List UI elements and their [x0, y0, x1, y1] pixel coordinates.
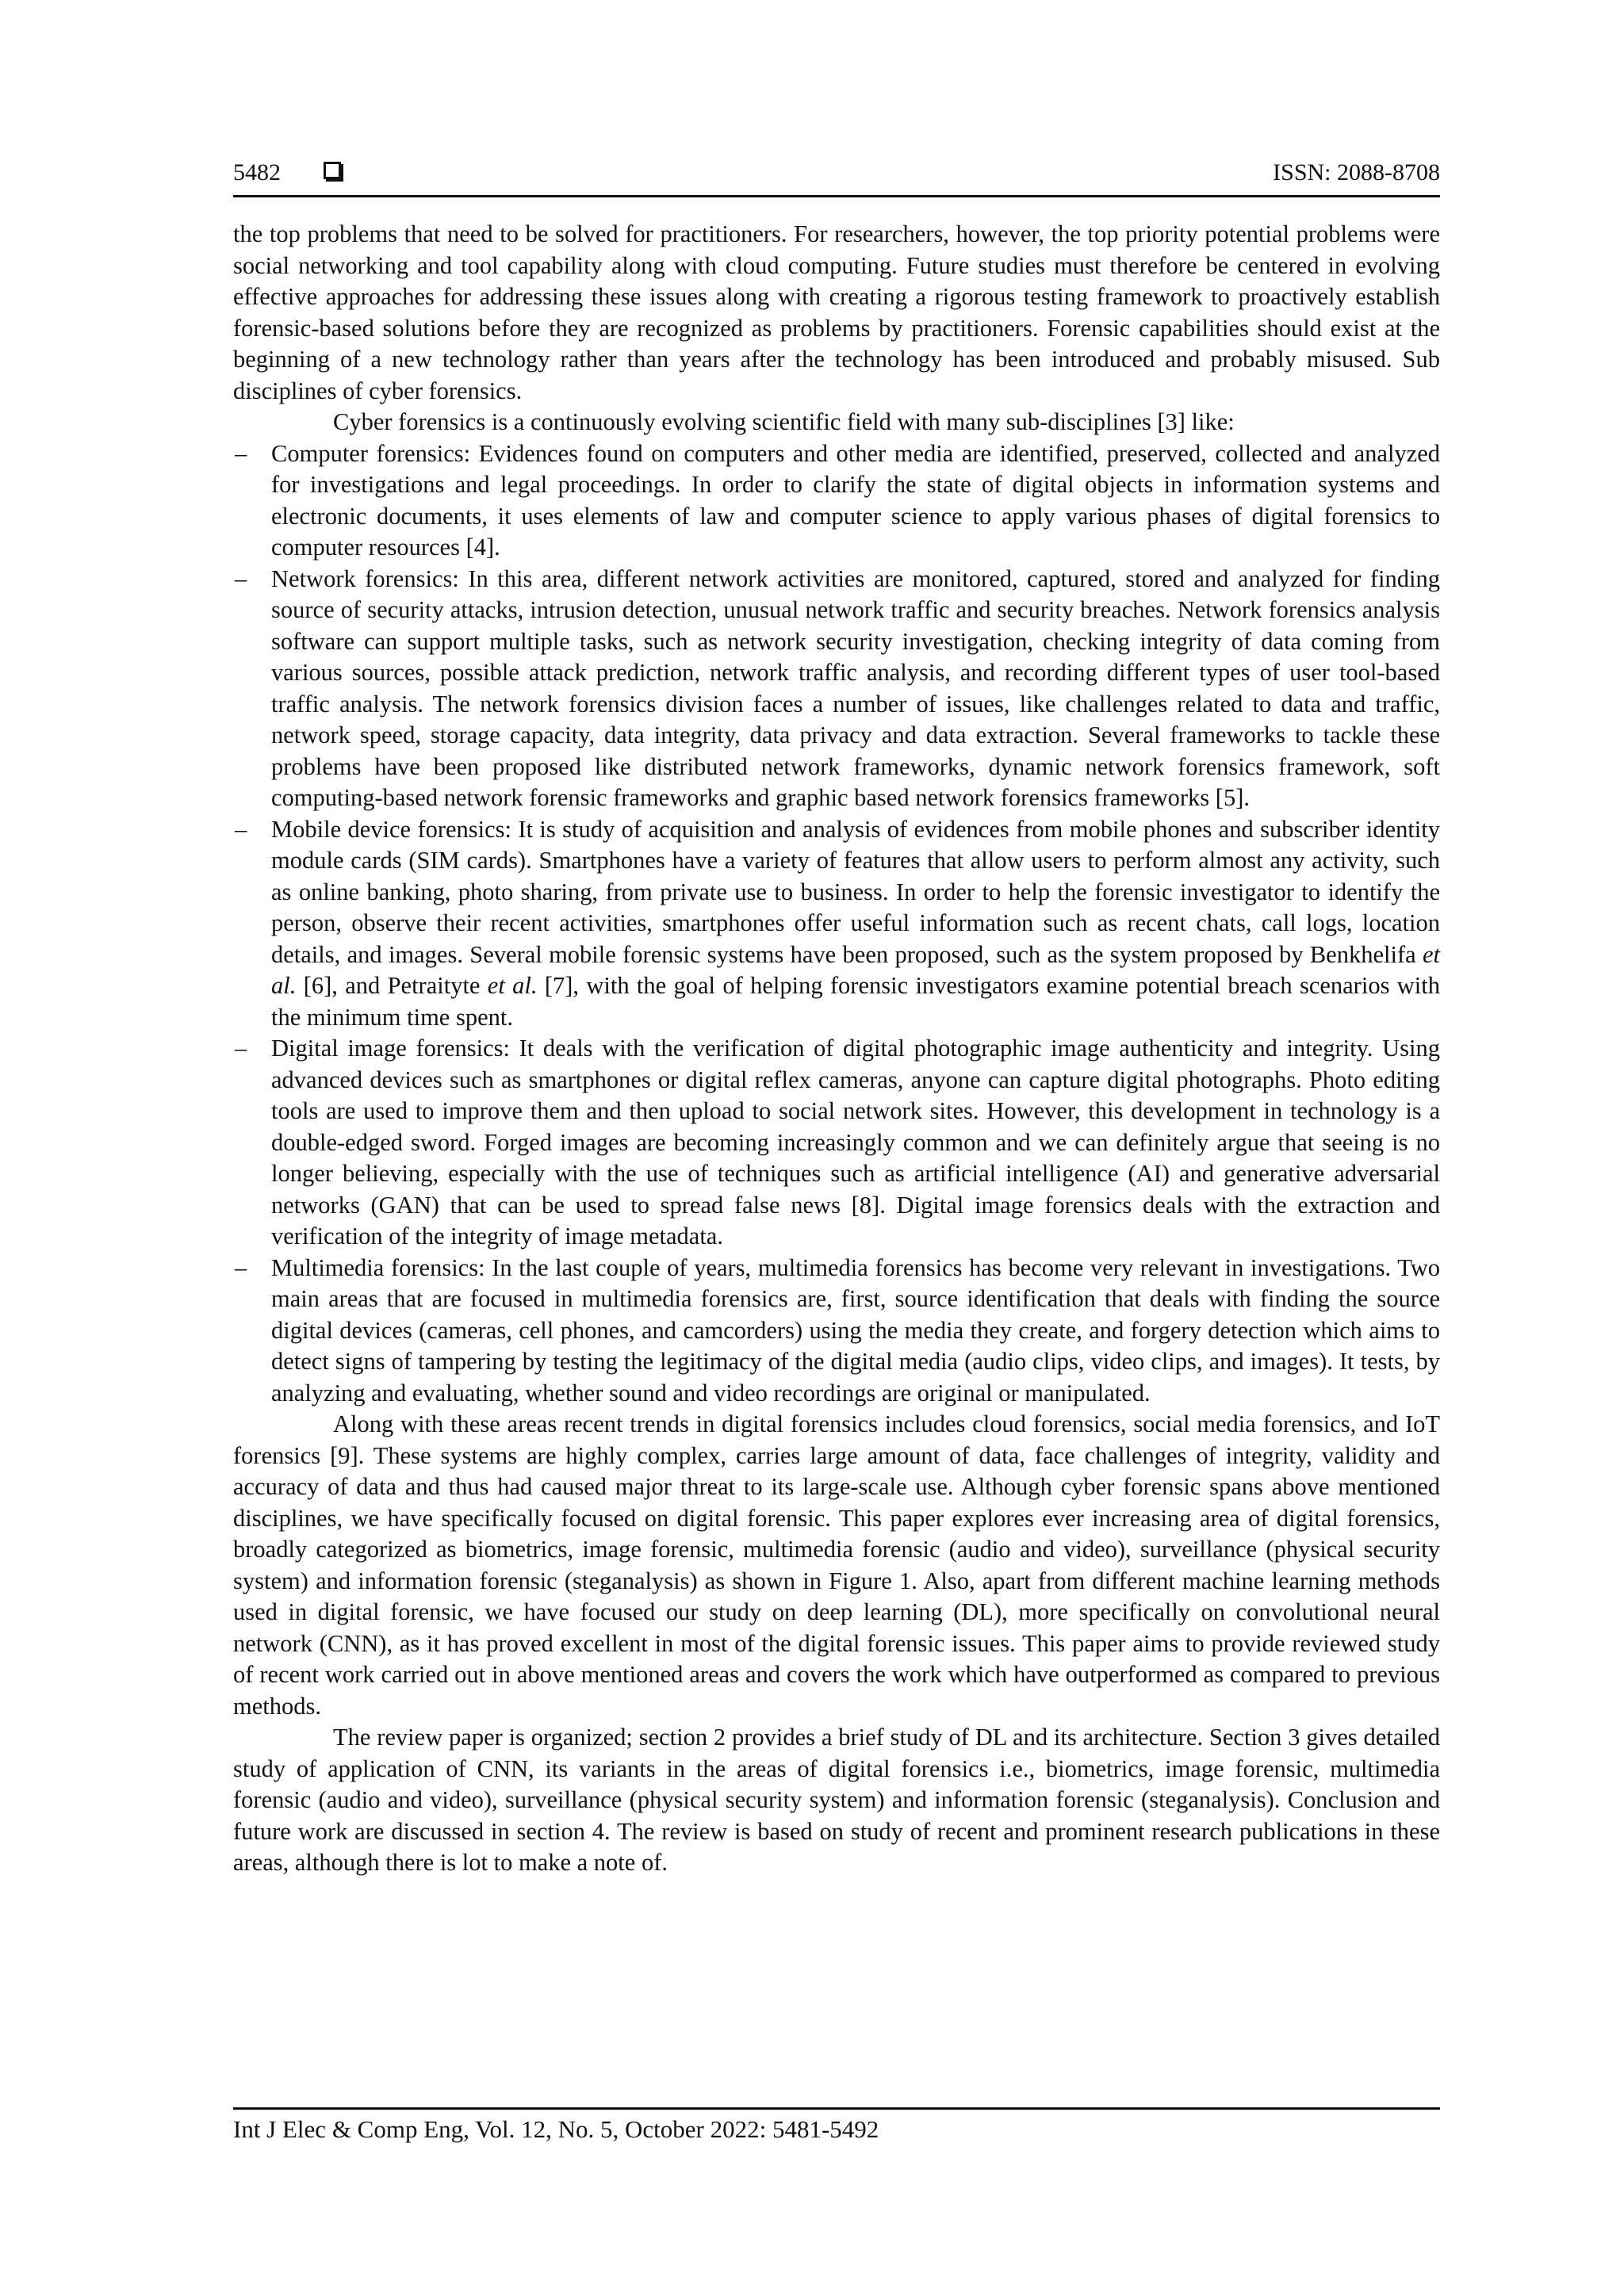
page-footer: Int J Elec & Comp Eng, Vol. 12, No. 5, October 2022: 5481-5492	[233, 2115, 879, 2143]
dash-bullet: –	[235, 1035, 247, 1062]
list-item	[233, 1253, 1440, 1410]
italic-et-al: et al.	[271, 940, 1440, 999]
italic-et-al: et al.	[487, 972, 538, 999]
list-item-text: [6], and Petraityte	[296, 972, 488, 999]
header-rule	[233, 195, 1440, 197]
list-item-text: Digital image forensics: It deals with the verification of digital photographic image authenticity and integrity. Using advanced devices such as smartphones or digital reflex cameras, anyone can capture digital photographs. Photo editing tools are used to improve them and then upload to social network sites. However, this development in technology is a double-edged sword. Forged images are becoming increasingly common and we can definitely argue that seeing is no longer believing, especially with the use of techniques such as artificial intelligence (AI) and generative adversarial networks (GAN) that can be used to spread false news [8]. Digital image forensics deals with the extraction and verification of the integrity of image metadata.	[271, 1035, 1440, 1249]
list-item-text: Mobile device forensics: It is study of acquisition and analysis of evidences from mobile phones and subscriber identity module cards (SIM cards). Smartphones have a variety of features that allow users to perform almost any activity, such as online banking, photo sharing, from private use to business. In order to help the forensic investigator to identify the person, observe their recent activities, smartphones offer useful information such as recent chats, call logs, location details, and images. Several mobile forensic systems have been proposed, such as the system proposed by Benkhelifa	[271, 815, 1440, 968]
list-item	[233, 814, 1440, 1034]
lead-paragraph: Cyber forensics is a continuously evolving scientific field with many sub-disciplines [3] like:	[333, 408, 1235, 435]
issn: ISSN: 2088-8708	[1273, 159, 1440, 186]
main-text	[233, 219, 1440, 1879]
list-item-text: Multimedia forensics: In the last couple of years, multimedia forensics has become very relevant in investigations. Two main areas that are focused in multimedia forensics are, first, source identification that deals with finding the source digital devices (cameras, cell phones, and camcorders) using the media they create, and forgery detection which aims to detect signs of tampering by testing the legitimacy of the digital media (audio clips, video clips, and images). It tests, by analyzing and evaluating, whether sound and video recordings are original or manipulated.	[271, 1253, 1440, 1406]
list-item	[233, 438, 1440, 564]
dash-bullet: –	[235, 1253, 247, 1281]
dash-bullet: –	[235, 564, 247, 592]
list-item	[233, 564, 1440, 814]
page-header	[233, 151, 1440, 195]
body-paragraph: Along with these areas recent trends in digital forensics includes cloud forensics, social media forensics, and IoT forensics [9]. These systems are highly complex, carries large amount of data, face challenges of integrity, validity and accuracy of data and thus had caused major threat to its large-scale use. Although cyber forensic spans above mentioned disciplines, we have specifically focused on digital forensic. This paper explores ever increasing area of digital forensics, broadly categorized as biometrics, image forensic, multimedia forensic (audio and video), surveillance (physical security system) and information forensic (steganalysis) as shown in Figure 1. Also, apart from different machine learning methods used in digital forensic, we have focused our study on deep learning (DL), more specifically on convolutional neural network (CNN), as it has proved excellent in most of the digital forensic issues. This paper aims to provide reviewed study of recent work carried out in above mentioned areas and covers the work which have outperformed as compared to previous methods.	[233, 1410, 1440, 1720]
square-bullet-icon	[324, 162, 341, 179]
dash-bullet: –	[235, 815, 247, 843]
footer-rule	[233, 2107, 1440, 2110]
list-item-text: Network forensics: In this area, different network activities are monitored, captured, stored and analyzed for finding source of security attacks, intrusion detection, unusual network traffic and security breaches. Network forensics analysis software can support multiple tasks, such as network security investigation, checking integrity of data coming from various sources, possible attack prediction, network traffic analysis, and recording different types of user tool-based traffic analysis. The network forensics division faces a number of issues, like challenges related to data and traffic, network speed, storage capacity, data integrity, data privacy and data extraction. Several frameworks to tackle these problems have been proposed like distributed network frameworks, dynamic network forensics framework, soft computing-based network forensic frameworks and graphic based network forensics frameworks [5].	[271, 564, 1440, 811]
body-paragraph: The review paper is organized; section 2 provides a brief study of DL and its architecture. Section 3 gives detailed study of application of CNN, its variants in the areas of digital forensics i.e., biometrics, image forensic, multimedia forensic (audio and video), surveillance (physical security system) and information forensic (steganalysis). Conclusion and future work are discussed in section 4. The review is based on study of recent and prominent research publications in these areas, although there is lot to make a note of.	[233, 1724, 1440, 1876]
list-item-text: Computer forensics: Evidences found on computers and other media are identified, preserved, collected and analyzed for investigations and legal proceedings. In order to clarify the state of digital objects in information systems and electronic documents, it uses elements of law and computer science to apply various phases of digital forensics to computer resources [4].	[271, 439, 1440, 561]
dash-bullet: –	[235, 439, 247, 467]
list-item	[233, 1033, 1440, 1253]
page-number: 5482	[233, 159, 281, 186]
list-item-text: [7], with the goal of helping forensic investigators examine potential breach scenarios with the minimum time spent.	[271, 972, 1440, 1031]
intro-paragraph: the top problems that need to be solved for practitioners. For researchers, however, the top priority potential problems were social networking and tool capability along with cloud computing. Future studies must therefore be centered in evolving effective approaches for addressing these issues along with creating a rigorous testing framework to proactively establish forensic-based solutions before they are recognized as problems by practitioners. Forensic capabilities should exist at the beginning of a new technology rather than years after the technology has been introduced and probably misused. Sub disciplines of cyber forensics.	[233, 220, 1440, 404]
subdiscipline-list	[233, 438, 1440, 1410]
